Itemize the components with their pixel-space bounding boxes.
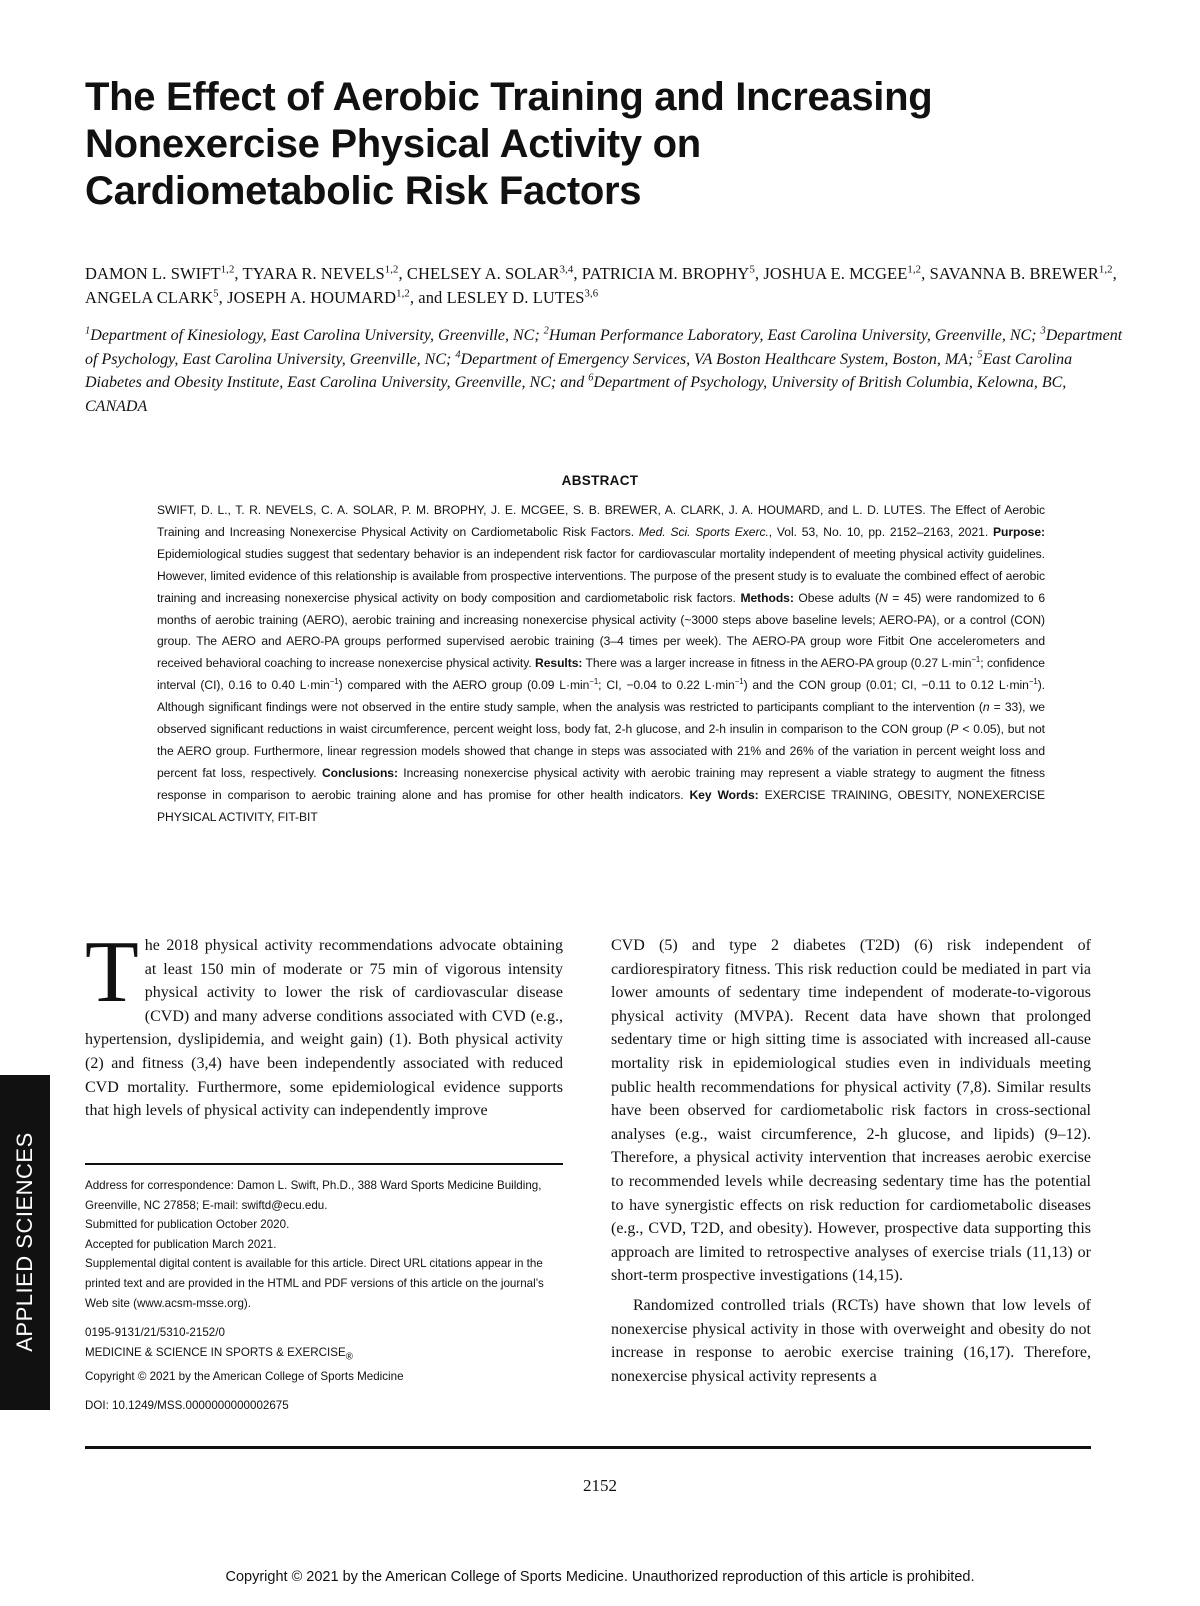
author: , TYARA R. NEVELS [234,264,385,283]
results-n: n [982,700,990,715]
abstract-citation: SWIFT, D. L., T. R. NEVELS, C. A. SOLAR, P. M. BROPHY, J. E. MCGEE, S. B. BREWER, A. CLARK, J. A. HOUMARD, and L. D. LUTES. The Effect of Aerobic Training and Increasing Nonexercise Physical Activity on Cardiometabolic Risk Factors. [157,503,1045,539]
results-label: Results: [535,656,583,671]
journal-name: MEDICINE & SCIENCE IN SPORTS & EXERCISE [85,1345,346,1359]
affiliation: Department of Emergency Services, VA Boston Healthcare System, Boston, MA; [460,350,978,368]
purpose-label: Purpose: [993,524,1046,539]
author: , JOSEPH A. HOUMARD [218,288,397,307]
page-number: 2152 [583,1476,617,1495]
registered-mark: ® [345,1351,353,1363]
results-text: < 0.05), but not the AERO group. Furthermore, linear regression models showed that change in steps was associated with 21% and 26% of the variation in percent weight loss and percent fat loss, respectively. [157,722,1045,780]
page-copyright: Copyright © 2021 by the American College of Sports Medicine. Unauthorized reproduction of this article is prohibited. [225,1569,975,1585]
author-affil-marker: 1,2 [396,287,410,300]
abstract-citation-tail: , Vol. 53, No. 10, pp. 2152–2163, 2021. [768,524,993,539]
article-title [85,74,1125,215]
author-affil-marker: 1,2 [1098,263,1113,276]
results-p: P [950,722,959,737]
paragraph-text: he 2018 physical activity recommendations advocate obtaining at least 150 min of moderate or 75 min of vigorous intensity physical activity to lower the risk of cardiovascular disease (CVD) and many adverse conditions associated with CVD (e.g., hypertension, dyslipidemia, and weight gain) (1). Both physical activity (2) and fitness (3,4) have been independently associated with reduced CVD mortality. Furthermore, some epidemiological evidence supports that high levels of physical activity can independently improve [85,937,563,1120]
footnotes [85,1176,563,1416]
footnote-divider [85,1163,563,1165]
footnote-supplemental: Supplemental digital content is available for this article. Direct URL citations appear in the printed text and are provided in the HTML and PDF versions of this article on the journal’s Web site (www.acsm-msse.org). [85,1257,544,1310]
author-affil-marker: 3,4 [559,263,574,276]
footnote-spacer [85,1386,563,1396]
affiliation: Department of Psychology, University of British Columbia, Kelowna, BC, CANADA [85,374,1067,415]
methods-text: = 45) were randomized to 6 months of aerobic training (AERO), aerobic training and increasing nonexercise physical activity (~3000 steps above baseline levels; AERO-PA), or a control (CON) group. The AERO and AERO-PA groups performed supervised aerobic training (3–4 times per week). The AERO-PA group wore Fitbit One accelerometers and received behavioral coaching to increase nonexercise physical activity. [157,590,1046,671]
body-paragraph: Randomized controlled trials (RCTs) have shown that low levels of nonexercise physical activity in those with overweight and obesity do not increase in response to aerobic exercise training (16,17). Therefore, nonexercise physical activity represents a [611,1296,1091,1385]
results-text: ) compared with the AERO group (0.09 L·min [338,678,590,693]
section-side-tab [0,1075,50,1410]
footnote-accepted: Accepted for publication March 2021. [85,1237,277,1251]
footnote-code: 0195-9131/21/5310-2152/0 [85,1326,225,1340]
author: DAMON L. SWIFT [85,264,221,283]
footnote-journal [85,1343,563,1367]
author-affil-marker: 1,2 [384,263,399,276]
abstract-text [157,500,1045,829]
side-tab-label: APPLIED SCIENCES [12,1132,37,1352]
title-line: Cardiometabolic Risk Factors [85,169,642,213]
affil-marker: 5 [977,349,983,361]
author-affil-marker: 5 [749,263,755,276]
body-paragraph [85,924,563,1123]
methods-label: Methods: [740,590,794,605]
results-sup: −1 [589,677,599,687]
author-list [85,262,1125,310]
abstract-journal: Med. Sci. Sports Exerc. [638,524,769,539]
results-text: = 33), we observed significant reductions in waist circumference, percent weight loss, body fat, 2-h glucose, and 2-h insulin in comparison to the CON group ( [157,700,1045,737]
results-text: ). Although significant findings were not observed in the entire study sample, when the analysis was restricted to participants compliant to the intervention ( [157,678,1045,715]
footnote-doi: DOI: 10.1249/MSS.0000000000002675 [85,1399,289,1413]
author-affil-marker: 1,2 [220,263,235,276]
affiliation: East Carolina Diabetes and Obesity Institute, East Carolina University, Greenville, NC; and [85,350,1073,391]
purpose-text: Epidemiological studies suggest that sedentary behavior is an independent risk factor for cardiovascular mortality independent of meeting physical activity guidelines. However, limited evidence of this relationship is available from prospective interventions. The purpose of the present study is to evaluate the combined effect of aerobic training and increasing nonexercise physical activity on body composition and cardiometabolic risk factors. [157,546,1045,605]
affiliations [85,324,1125,418]
results-sup: −1 [1028,677,1038,687]
affiliation: Department of Kinesiology, East Carolina University, Greenville, NC; [90,327,544,344]
author: , PATRICIA M. BROPHY [573,264,750,283]
drop-cap: T [85,924,139,1021]
results-sup: −1 [734,677,744,687]
body-column-left [85,924,563,1123]
footnote-copyright: Copyright © 2021 by the American College of Sports Medicine [85,1369,404,1383]
methods-n: N [878,590,888,605]
results-text: ; confidence interval (CI), 0.16 to 0.40 L·min [157,656,1045,693]
page-bottom-rule [85,1446,1091,1449]
affil-marker: 6 [588,372,594,384]
body-column-right [611,934,1091,1388]
results-text: ) and the CON group (0.01; CI, −0.11 to 0.12 L·min [743,678,1029,693]
methods-text: Obese adults ( [793,590,879,605]
affil-marker: 4 [455,349,461,361]
conclusions-text: Increasing nonexercise physical activity with aerobic training may represent a viable strategy to augment the fitness response in comparison to aerobic training alone and has promise for other health indicators. [157,765,1045,802]
title-line: Nonexercise Physical Activity on [85,122,701,166]
author-affil-marker: 5 [213,287,219,300]
footnote-spacer [85,1313,563,1323]
conclusions-label: Conclusions: [321,765,398,780]
author-affil-marker: 3,6 [584,287,599,300]
results-sup: −1 [329,677,339,687]
affil-marker: 3 [1040,325,1046,337]
keywords-text: EXERCISE TRAINING, OBESITY, NONEXERCISE PHYSICAL ACTIVITY, FIT-BIT [157,787,1045,824]
results-text: ; CI, −0.04 to 0.22 L·min [598,678,735,693]
results-text: There was a larger increase in fitness in the AERO-PA group (0.27 L·min [582,656,972,671]
author: , ANGELA CLARK [85,264,1117,307]
affil-marker: 2 [543,325,549,337]
author: , and LESLEY D. LUTES [409,288,585,307]
title-line: The Effect of Aerobic Training and Increasing [85,75,933,119]
author: , CHELSEY A. SOLAR [398,264,560,283]
author-affil-marker: 1,2 [907,263,922,276]
affiliation: Human Performance Laboratory, East Carolina University, Greenville, NC; [548,327,1041,344]
body-paragraph: CVD (5) and type 2 diabetes (T2D) (6) risk independent of cardiorespiratory fitness. This risk reduction could be mediated in part via lower amounts of sedentary time independent of moderate-to-vigorous physical activity (MVPA). Recent data have shown that prolonged sedentary time or high sitting time is associated with increased all-cause mortality risk in epidemiological studies even in individuals meeting public health recommendations for physical activity (7,8). Similar results have been observed for cardiometabolic risk factors in cross-sectional analyses (e.g., waist circumference, 2-h glucose, and lipids) (9–12). Therefore, a physical activity intervention that increases aerobic exercise to recommended levels while decreasing sedentary time has the potential to have synergistic effects on risk reduction for cardiometabolic diseases (e.g., CVD, T2D, and obesity). However, prospective data supporting this approach are limited to retrospective analyses of exercise trials (11,13) or short-term prospective investigations (14,15). [611,937,1091,1285]
keywords-label: Key Words: [689,787,759,802]
abstract-heading: ABSTRACT [561,473,639,488]
affiliation: Department of Psychology, East Carolina University, Greenville, NC; [85,327,1123,368]
footnote-address: Address for correspondence: Damon L. Swift, Ph.D., 388 Ward Sports Medicine Building, Greenville, NC 27858; E-mail: swiftd@ecu.edu. [85,1179,542,1212]
results-sup: −1 [971,655,981,665]
affil-marker: 1 [85,325,91,337]
author: , JOSHUA E. MCGEE [754,264,908,283]
author: , SAVANNA B. BREWER [921,264,1099,283]
footnote-submitted: Submitted for publication October 2020. [85,1218,290,1232]
